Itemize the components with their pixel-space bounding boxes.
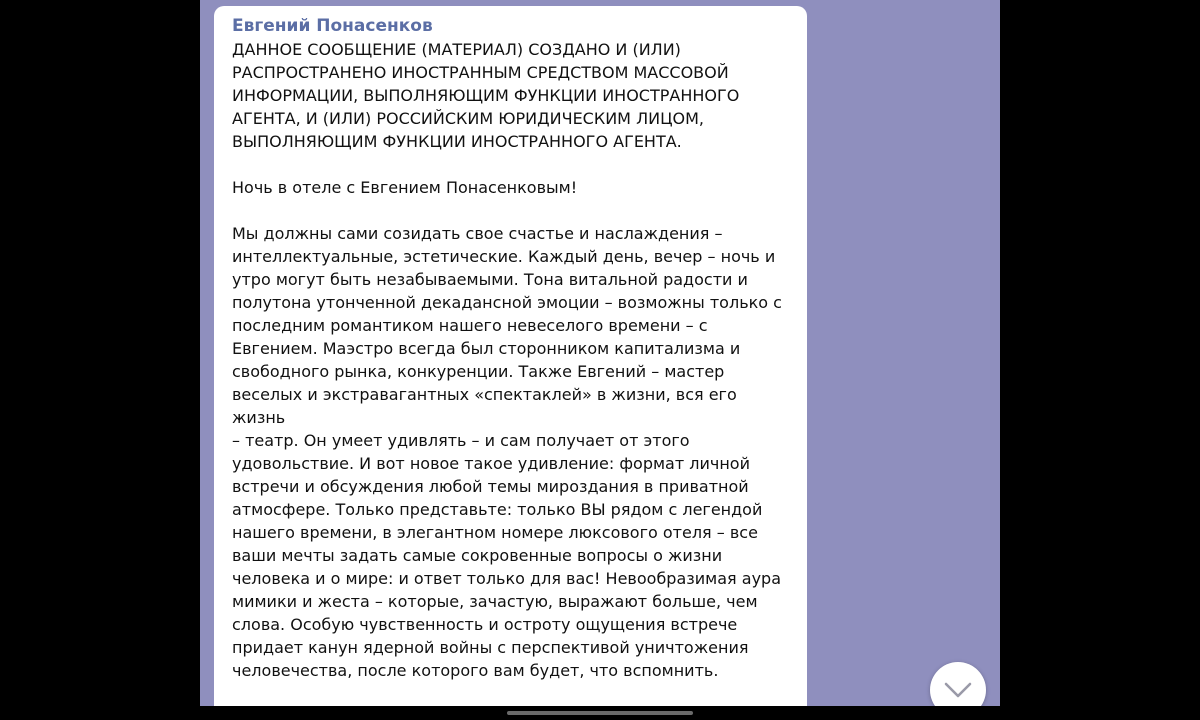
paragraph-gap [232, 153, 791, 176]
chat-viewport[interactable] [200, 0, 1000, 706]
message-bubble[interactable] [214, 6, 807, 706]
message-headline: Ночь в отеле с Евгением Понасенковым! [232, 178, 578, 197]
message-body: Мы должны сами созидать свое счастье и наслаждения – интеллектуальные, эстетические. Каждый день, вечер – ночь и утро могут быть незабываемыми. Тона витальной радости и полутона утонченной декадансной эмоции – возможны только с последним романтиком нашего невеселого времени – с Евгением. Маэстро всегда был сторонником капитализма и свободного рынка, конкуренции. Также Евгений – мастер веселых и экстравагантных «спектаклей» в жизни, вся его жизнь – театр. Он умеет удивлять – и сам получает от этого удовольствие. И вот новое такое удивление: формат личной встречи и обсуждения любой темы мироздания в приватной атмосфере. Только представьте: только ВЫ рядом с легендой нашего времени, в элегантном номере люксового отеля – все ваши мечты задать самые сокровенные вопросы о жизни человека и о мире: и ответ только для вас! Невообразимая аура мимики и жеста – которые, зачастую, выражают больше, чем слова. Особую чувственность и остроту ощущения встрече придает канун ядерной войны с перспективой уничтожения человечества, после которого вам будет, что вспомнить. [232, 224, 782, 680]
message-disclaimer: ДАННОЕ СООБЩЕНИЕ (МАТЕРИАЛ) СОЗДАНО И (ИЛИ) РАСПРОСТРАНЕНО ИНОСТРАННЫМ СРЕДСТВОМ МАССОВОЙ ИНФОРМАЦИИ, ВЫПОЛНЯЮЩИМ ФУНКЦИИ ИНОСТРАННОГО АГЕНТА, И (ИЛИ) РОССИЙСКИМ ЮРИДИЧЕСКИМ ЛИЦОМ, ВЫПОЛНЯЮЩИМ ФУНКЦИИ ИНОСТРАННОГО АГЕНТА. [232, 40, 740, 151]
paragraph-gap [232, 199, 791, 222]
scroll-down-button[interactable] [930, 662, 986, 706]
chevron-down-icon [944, 681, 972, 699]
sender-name[interactable]: Евгений Понасенков [232, 16, 433, 36]
home-indicator [507, 711, 693, 715]
